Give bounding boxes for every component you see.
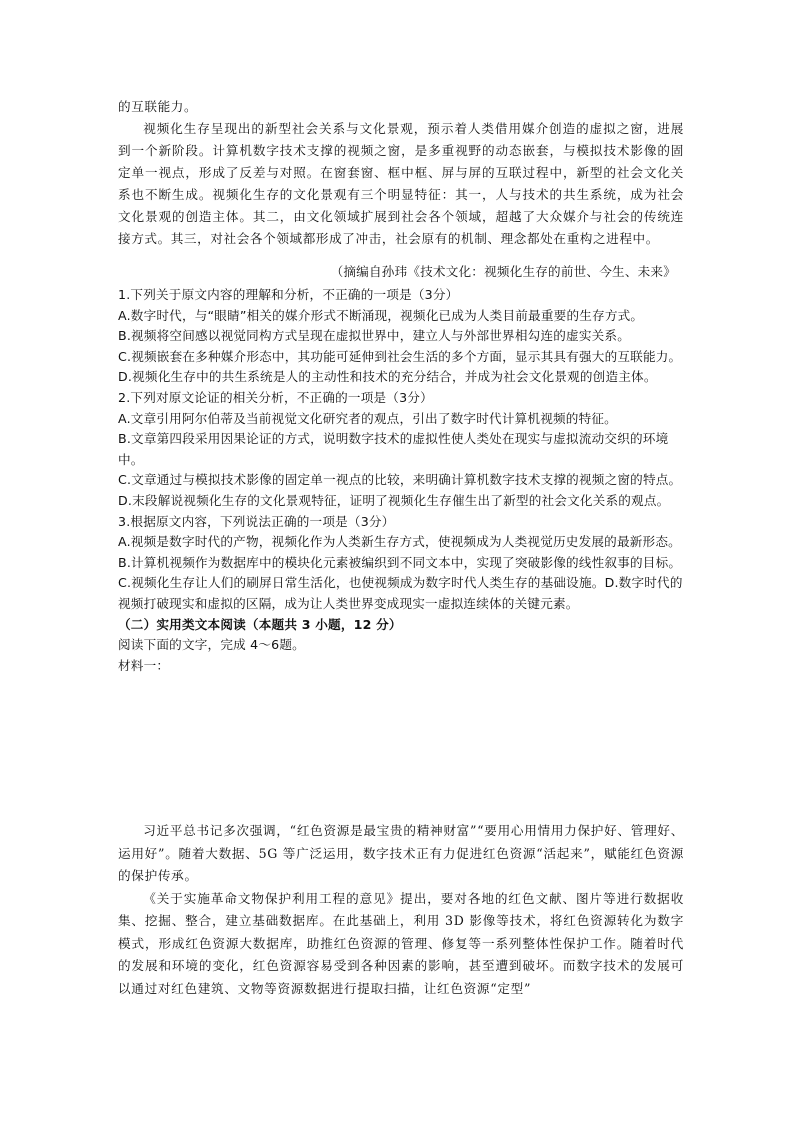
material-paragraph-1: 习近平总书记多次强调，“红色资源是最宝贵的精神财富”“要用心用情用力保护好、管理好、运用好”。随着大数据、5G 等广泛运用，数字技术正有力促进红色资源“活起来”，赋能红色资源的保护传承。	[118, 823, 684, 883]
question-3-option-c: C.视频化生存让人们的刷屏日常生活化，也使视频成为数字时代人类生存的基础设施。D.数字时代的视频打破现实和虚拟的区隔，成为让人类世界变成现实一虚拟连续体的关键元素。	[118, 575, 683, 611]
question-1-stem: 1.下列关于原文内容的理解和分析，不正确的一项是（3分）	[118, 287, 459, 302]
question-2-option-a: A.文章引用阿尔伯蒂及当前视觉文化研究者的观点，引出了数字时代计算机视频的特征。	[118, 410, 617, 426]
question-3-option-a: A.视频是数字时代的产物，视频化作为人类新生存方式，使视频成为人类视觉历史发展的最新形态。	[118, 534, 681, 550]
section-heading: （二）实用类文本阅读（本题共 3 小题，12 分）	[118, 616, 402, 632]
passage-tail: 的互联能力。	[118, 99, 198, 114]
passage-paragraph: 视频化生存呈现出的新型社会关系与文化景观，预示着人类借用媒介创造的虚拟之窗，进展到一个新阶段。计算机数字技术支撑的视频之窗，是多重视野的动态嵌套，与模拟技术影像的固定单一视点，形成了反差与对照。在窗套窗、框中框、屏与屏的互联过程中，新型的社会文化关系也不断生成。视频化生存的文化景观有三个明显特征：其一，人与技术的共生系统，成为社会文化景观的创造主体。其二，由文化领域扩展到社会各个领域，超越了大众媒介与社会的传统连接方式。其三，对社会各个领域都形成了冲击，社会原有的机制、理念都处在重构之进程中。	[118, 121, 684, 246]
question-3-stem: 3.根据原文内容，下列说法正确的一项是（3分）	[118, 513, 395, 529]
question-1-option-d: D.视频化生存中的共生系统是人的主动性和技术的充分结合，并成为社会文化景观的创造主体。	[118, 369, 657, 385]
material-paragraph-2: 《关于实施革命文物保护利用工程的意见》提出，要对各地的红色文献、图片等进行数据收集、挖掘、整合，建立基础数据库。在此基础上，利用 3D 影像等技术，将红色资源转化为数字模式，形成红色资源大数据库，助推红色资源的管理、修复等一系列整体性保护工作。随着时代的发展和环境的变化，红色资源容易受到各种因素的影响，甚至遭到破坏。而数字技术的发展可以通过对红色建筑、文物等资源数据进行提取扫描，让红色资源“定型”	[118, 890, 684, 996]
question-2-option-d: D.末段解说视频化生存的文化景观特征，证明了视频化生存催生出了新型的社会文化关系的观点。	[118, 492, 670, 508]
question-block	[118, 285, 684, 676]
question-1-option-a: A.数字时代，与“眼睛”相关的媒介形式不断涌现，视频化已成为人类目前最重要的生存方式。	[118, 307, 644, 323]
question-1-option-b: B.视频将空间感以视觉同构方式呈现在虚拟世界中，建立人与外部世界相勾连的虚实关系。	[118, 328, 630, 344]
source-citation	[118, 262, 684, 283]
material-one	[118, 820, 684, 1000]
question-2-stem: 2.下列对原文论证的相关分析，不正确的一项是（3分）	[118, 389, 433, 405]
question-2-option-b: B.文章第四段采用因果论证的方式，说明数字技术的虚拟性使人类处在现实与虚拟流动交织的环境中。	[118, 431, 669, 467]
source-text: （摘编自孙玮《技术文化：视频化生存的前世、今生、未来》	[330, 264, 676, 279]
question-3-option-b: B.计算机视频作为数据库中的模块化元素被编织到不同文本中，实现了突破影像的线性叙事的目标。	[118, 554, 682, 570]
question-1-option-c: C.视频嵌套在多种媒介形态中，其功能可延伸到社会生活的多个方面，显示其具有强大的互联能力。	[118, 348, 682, 364]
section-instruction: 阅读下面的文字，完成 4～6题。	[118, 637, 305, 653]
question-2-option-c: C.文章通过与模拟技术影像的固定单一视点的比较，来明确计算机数字技术支撑的视频之窗的特点。	[118, 472, 682, 488]
passage-continuation	[118, 96, 684, 250]
material-label: 材料一：	[118, 657, 170, 673]
